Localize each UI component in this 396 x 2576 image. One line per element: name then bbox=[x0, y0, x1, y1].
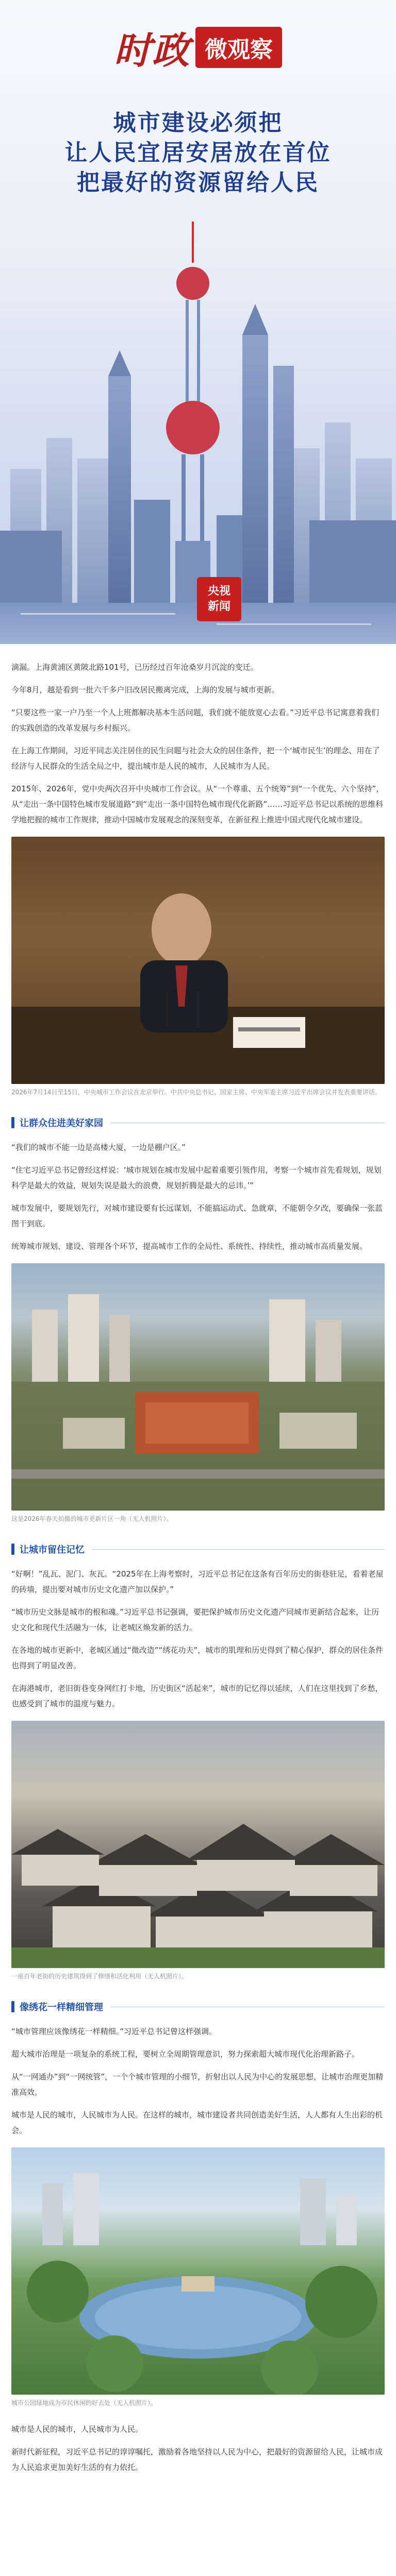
section-heading bbox=[11, 1116, 385, 1129]
headline-line: 城市建设必须把 bbox=[113, 110, 283, 136]
paragraph: “城市管理应该像绣花一样精细。”习近平总书记曾这样强调。 bbox=[11, 2027, 217, 2036]
column-logo bbox=[0, 21, 396, 74]
city-park-photo bbox=[11, 2147, 385, 2395]
paragraph: “我们的城市不能一边是高楼大厦，一边是棚户区。” bbox=[11, 1143, 186, 1152]
section-title-text: 让群众住进美好家园 bbox=[20, 1118, 103, 1129]
paragraph: 今年8月，越是看到一批六千多户旧改居民搬离完成，上海的发展与城市更新。 bbox=[11, 685, 279, 694]
photo-caption: 这是2026年春天拍摄的城市更新片区一角（无人机照片）。 bbox=[11, 1515, 173, 1522]
logo-line: 央视 bbox=[207, 585, 230, 598]
paragraph: 城市是人民的城市，人民城市为人民。 bbox=[11, 2425, 143, 2434]
headline-line: 把最好的资源留给人民 bbox=[77, 170, 319, 196]
section-title-text: 像绣花一样精细管理 bbox=[20, 2002, 103, 2013]
headline-line: 让人民宜居安居放在首位 bbox=[64, 140, 332, 166]
paragraph: “只要这些一家一户乃至一个人上班都解决基本生活问题，我们就不能放宽心去看。”习近平总书记寓意着我们的实践创造的改革发展与乡村振兴。 bbox=[11, 708, 380, 733]
section-marker bbox=[11, 1544, 14, 1555]
paragraph: 2015年、2026年，党中央两次召开中央城市工作会议。从“一个尊重、五个统筹”到“一个优先、六个坚持”，从“走出一条中国特色城市发展道路”到“走出一条中国特色城市现代化新路”……习近平总书记以系统的思维科学地把握的城市工作规律，推动中国城市发展观念的深刻变革，在新征程上推进中国式现代化城市建设。 bbox=[11, 784, 384, 824]
photo-caption: 城市公园绿地成为市民休闲的好去处（无人机照片）。 bbox=[11, 2399, 157, 2406]
paragraph: “城市历史文脉是城市的根和魂。”习近平总书记强调，要把保护城市历史文化遗产同城市更新结合起来，让历史文化和现代生活融为一体，让老城区焕发新的活力。 bbox=[11, 1607, 380, 1632]
section-heading bbox=[11, 1543, 385, 1556]
skyline-illustration bbox=[0, 180, 396, 644]
kicker-shizheng: 时政 bbox=[113, 28, 190, 72]
paragraph: 统筹城市规划、建设、管理各个环节，提高城市工作的全局性、系统性、持续性，推动城市高质量发展。 bbox=[11, 1242, 368, 1251]
meeting-photo bbox=[11, 837, 385, 1084]
paragraph: 在各地的城市更新中，老城区通过“微改造”“绣花功夫”，城市的肌理和历史得到了精心保护，群众的居住条件也得到了明显改善。 bbox=[11, 1646, 384, 1670]
paragraph: 新时代新征程，习近平总书记的谆谆嘱托，激励着各地坚持以人民为中心，把最好的资源留给人民，让城市成为人民追求更加美好生活的有力依托。 bbox=[11, 2447, 383, 2472]
article-body bbox=[0, 659, 396, 2475]
hero-banner bbox=[0, 0, 396, 644]
logo-line: 新闻 bbox=[207, 600, 230, 613]
old-town-photo bbox=[11, 1721, 385, 1968]
paragraph: 滴漏。上海黄浦区黄陂北路101号，已历经过百年沧桑岁月沉淀的变迁。 bbox=[11, 663, 258, 672]
paragraph: 城市是人民的城市，人民城市为人民。在这样的城市，城市建设者共同创造美好生活，人人都有人生出彩的机会。 bbox=[11, 2110, 383, 2135]
paragraph: 超大城市治理是一项复杂的系统工程，要树立全周期管理意识，努力探索超大城市现代化治理新路子。 bbox=[11, 2049, 360, 2059]
aerial-city-photo bbox=[11, 1263, 385, 1511]
paragraph: 城市发展中，要规划先行，对城市建设要有长远谋划，不能搞运动式、急就章，不能朝令夕改，要确保一张蓝图干到底。 bbox=[11, 1204, 383, 1228]
section-marker bbox=[11, 2001, 14, 2012]
paragraph: 从“一网通办”到“一网统管”，一个个城市管理的小细节，折射出以人民为中心的发展思想，让城市治理更加精准高效。 bbox=[11, 2072, 384, 2097]
photo-caption: 2026年7月14日至15日，中央城市工作会议在北京举行。中共中央总书记、国家主席、中央军委主席习近平出席会议并发表重要讲话。 bbox=[11, 1089, 381, 1096]
paragraph: 在海港城市，老旧街巷变身网红打卡地，历史街区“活起来”，城市的记忆得以延续，人们在这里找到了乡愁，也感受到了城市的温度与魅力。 bbox=[11, 1684, 383, 1708]
paragraph: “住宅习近平总书记曾经这样说：‘城市规划在城市发展中起着重要引领作用，考察一个城市首先看规划，规划科学是最大的效益，规划失误是最大的浪费，规划折腾是最大的忌讳。’” bbox=[11, 1165, 382, 1190]
paragraph: “好啊！”乱瓦、泥门、灰瓦。“2025年在上海考察时，习近平总书记在这条有百年历史的街巷驻足，看着老屋的砖墙，提出要对城市历史文化遗产加以保护。” bbox=[11, 1569, 384, 1594]
paragraph: 在上海工作期间，习近平同志关注居住的民生问题与社会大众的居住条件，把一个‘城市民生’的理念、用在了经济与人民群众的生活全局之中，提出城市是人民的城市，人民城市为人民。 bbox=[11, 746, 380, 771]
cctv-news-logo bbox=[197, 577, 241, 621]
section-heading bbox=[11, 2000, 385, 2013]
photo-caption: 一座百年老街的历史建筑得到了修缮和活化利用（无人机照片）。 bbox=[11, 1973, 188, 1980]
section-marker bbox=[11, 1117, 14, 1128]
section-rule bbox=[92, 1549, 385, 1550]
section-title-text: 让城市留住记忆 bbox=[20, 1545, 85, 1555]
kicker-weiguancha: 微观察 bbox=[195, 27, 282, 68]
